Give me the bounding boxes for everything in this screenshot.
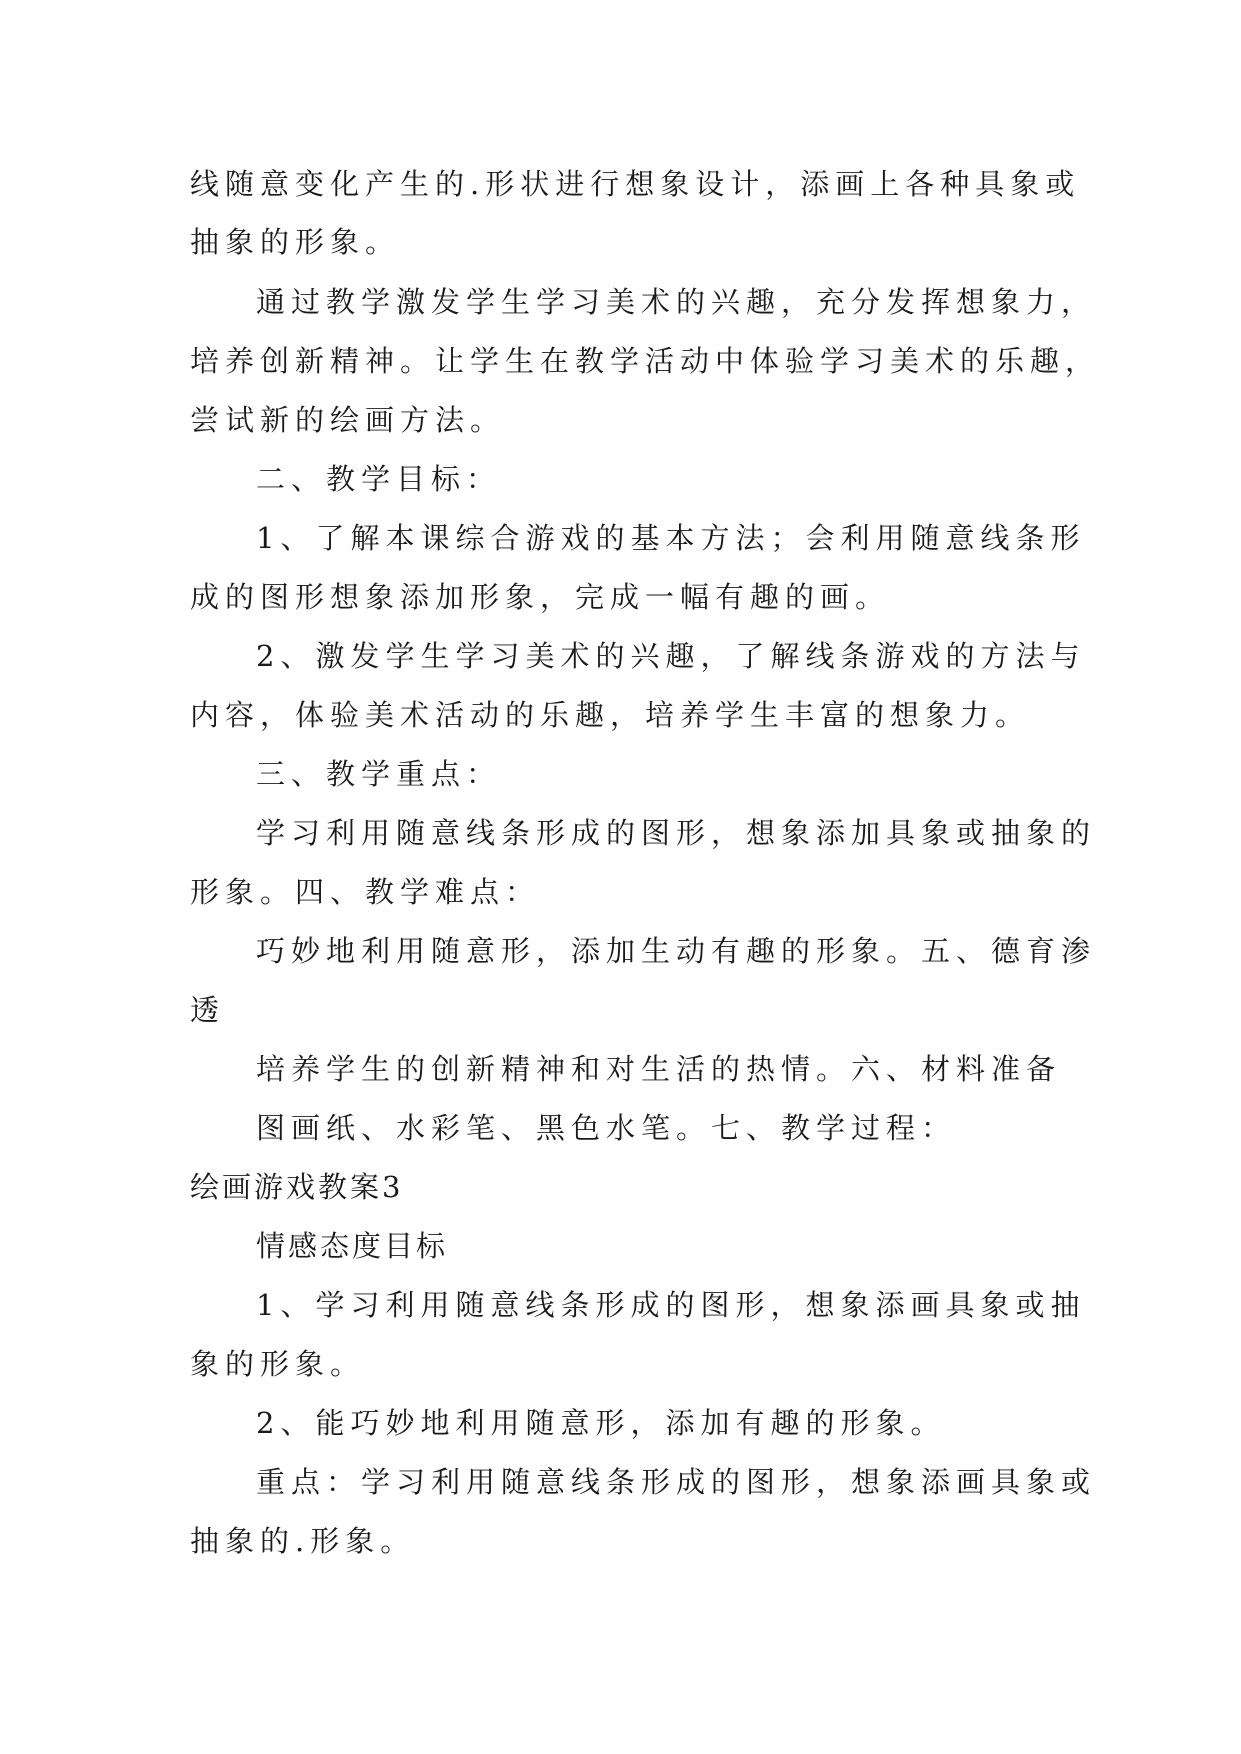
paragraph-line: 抽象的.形象。 xyxy=(190,1524,416,1558)
paragraph-line: 透 xyxy=(190,993,226,1027)
paragraph-line: 通过教学激发学生学习美术的兴趣，充分发挥想象力， xyxy=(256,285,1097,319)
paragraph-line: 抽象的形象。 xyxy=(190,225,401,259)
section-heading: 二、教学目标： xyxy=(256,462,502,496)
paragraph-line: 成的图形想象添加形象，完成一幅有趣的画。 xyxy=(190,580,891,614)
paragraph-line: 2、能巧妙地利用随意形，添加有趣的形象。 xyxy=(256,1406,946,1440)
paragraph-line: 学习利用随意线条形成的图形，想象添加具象或抽象的 xyxy=(256,816,1097,850)
paragraph-line: 重点：学习利用随意线条形成的图形，想象添画具象或 xyxy=(256,1465,1097,1499)
paragraph-line: 1、学习利用随意线条形成的图形，想象添画具象或抽 xyxy=(256,1288,1086,1322)
document-title: 绘画游戏教案3 xyxy=(190,1170,404,1204)
paragraph-line: 图画纸、水彩笔、黑色水笔。七、教学过程： xyxy=(256,1111,957,1145)
paragraph-line: 培养创新精神。让学生在教学活动中体验学习美术的乐趣， xyxy=(190,344,1101,378)
paragraph-line: 线随意变化产生的.形状进行想象设计，添画上各种具象或 xyxy=(190,167,1081,201)
section-heading: 情感态度目标 xyxy=(256,1229,449,1263)
section-heading: 三、教学重点： xyxy=(256,757,502,791)
paragraph-line: 2、激发学生学习美术的兴趣，了解线条游戏的方法与 xyxy=(256,639,1086,673)
paragraph-line: 内容，体验美术活动的乐趣，培养学生丰富的想象力。 xyxy=(190,698,1031,732)
paragraph-line: 1、了解本课综合游戏的基本方法；会利用随意线条形 xyxy=(256,521,1086,555)
paragraph-line: 形象。四、教学难点： xyxy=(190,875,541,909)
paragraph-line: 巧妙地利用随意形，添加生动有趣的形象。五、德育渗 xyxy=(256,934,1097,968)
paragraph-line: 尝试新的绘画方法。 xyxy=(190,403,506,437)
paragraph-line: 培养学生的创新精神和对生活的热情。六、材料准备 xyxy=(256,1052,1062,1086)
paragraph-line: 象的形象。 xyxy=(190,1347,366,1381)
